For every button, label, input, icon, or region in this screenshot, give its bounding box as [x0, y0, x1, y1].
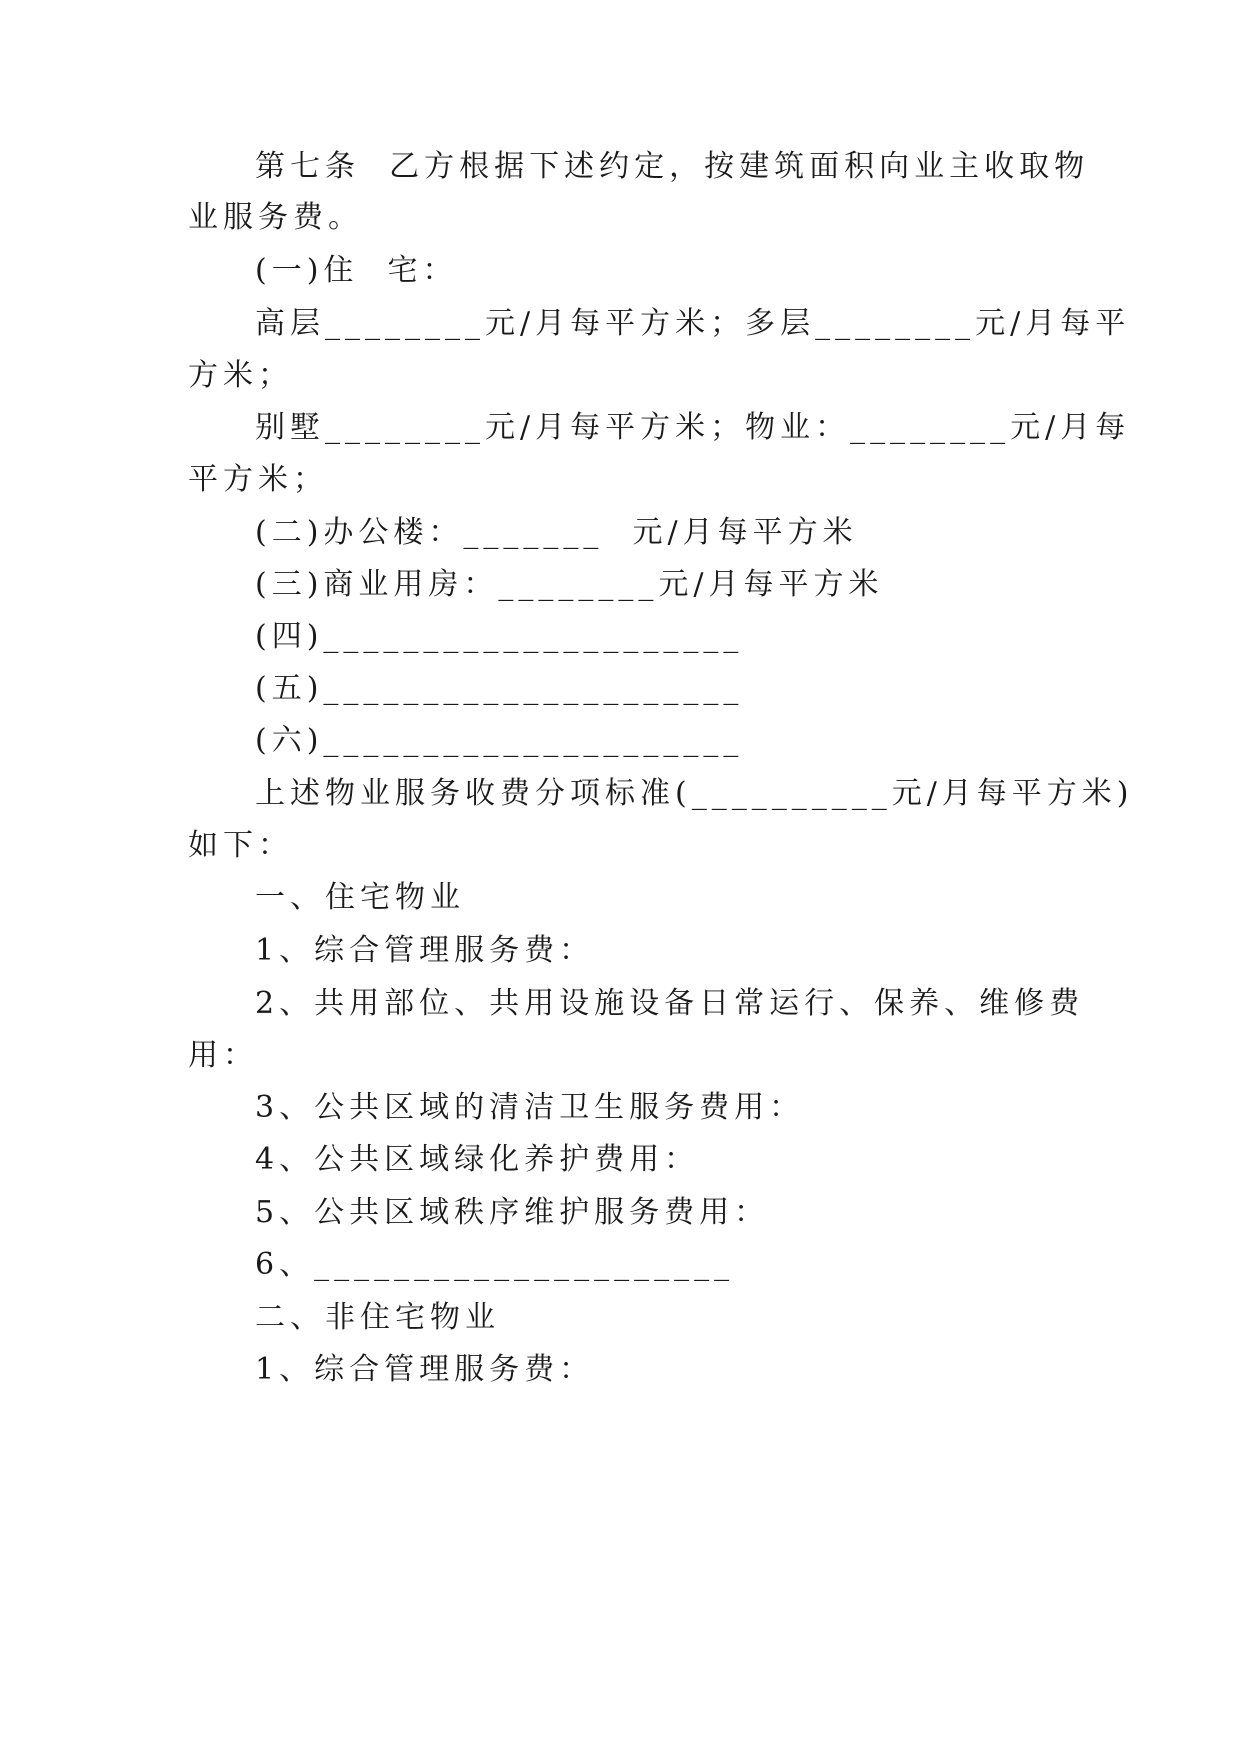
residential-fee-2: 2、共用部位、共用设施设备日常运行、保养、维修费: [255, 986, 1085, 1021]
item-six: (六)_____________________: [255, 723, 744, 758]
residential-fee-2-cont: 用：: [188, 1038, 258, 1073]
fee-high-rise-multi-storey: 高层________元/月每平方米；多层________元/月每平: [255, 306, 1131, 341]
article-7-heading: 第七条 乙方根据下述约定，按建筑面积向业主收取物: [255, 149, 1090, 184]
fee-villa-property-cont: 平方米；: [188, 462, 328, 497]
item-commercial: (三)商业用房：________元/月每平方米: [255, 567, 884, 602]
item-office: (二)办公楼：_______ 元/月每平方米: [255, 515, 858, 550]
fee-villa-property: 别墅________元/月每平方米；物业：________元/月每: [255, 410, 1131, 445]
item-residential: (一)住 宅：: [255, 253, 458, 288]
fee-breakdown-intro: 上述物业服务收费分项标准(__________元/月每平方米): [255, 776, 1134, 811]
item-four: (四)_____________________: [255, 619, 744, 654]
section-residential-property: 一、住宅物业: [255, 880, 465, 915]
residential-fee-5: 5、公共区域秩序维护服务费用：: [255, 1195, 770, 1230]
residential-fee-6: 6、_____________________: [255, 1247, 735, 1282]
article-7-heading-cont: 业服务费。: [188, 200, 363, 235]
non-residential-fee-1: 1、综合管理服务费：: [255, 1352, 595, 1387]
residential-fee-3: 3、公共区域的清洁卫生服务费用：: [255, 1090, 805, 1125]
residential-fee-1: 1、综合管理服务费：: [255, 933, 595, 968]
item-five: (五)_____________________: [255, 671, 744, 706]
residential-fee-4: 4、公共区域绿化养护费用：: [255, 1142, 700, 1177]
fee-high-rise-multi-storey-cont: 方米；: [188, 358, 293, 393]
section-non-residential-property: 二、非住宅物业: [255, 1300, 500, 1335]
fee-breakdown-intro-cont: 如下：: [188, 828, 293, 863]
